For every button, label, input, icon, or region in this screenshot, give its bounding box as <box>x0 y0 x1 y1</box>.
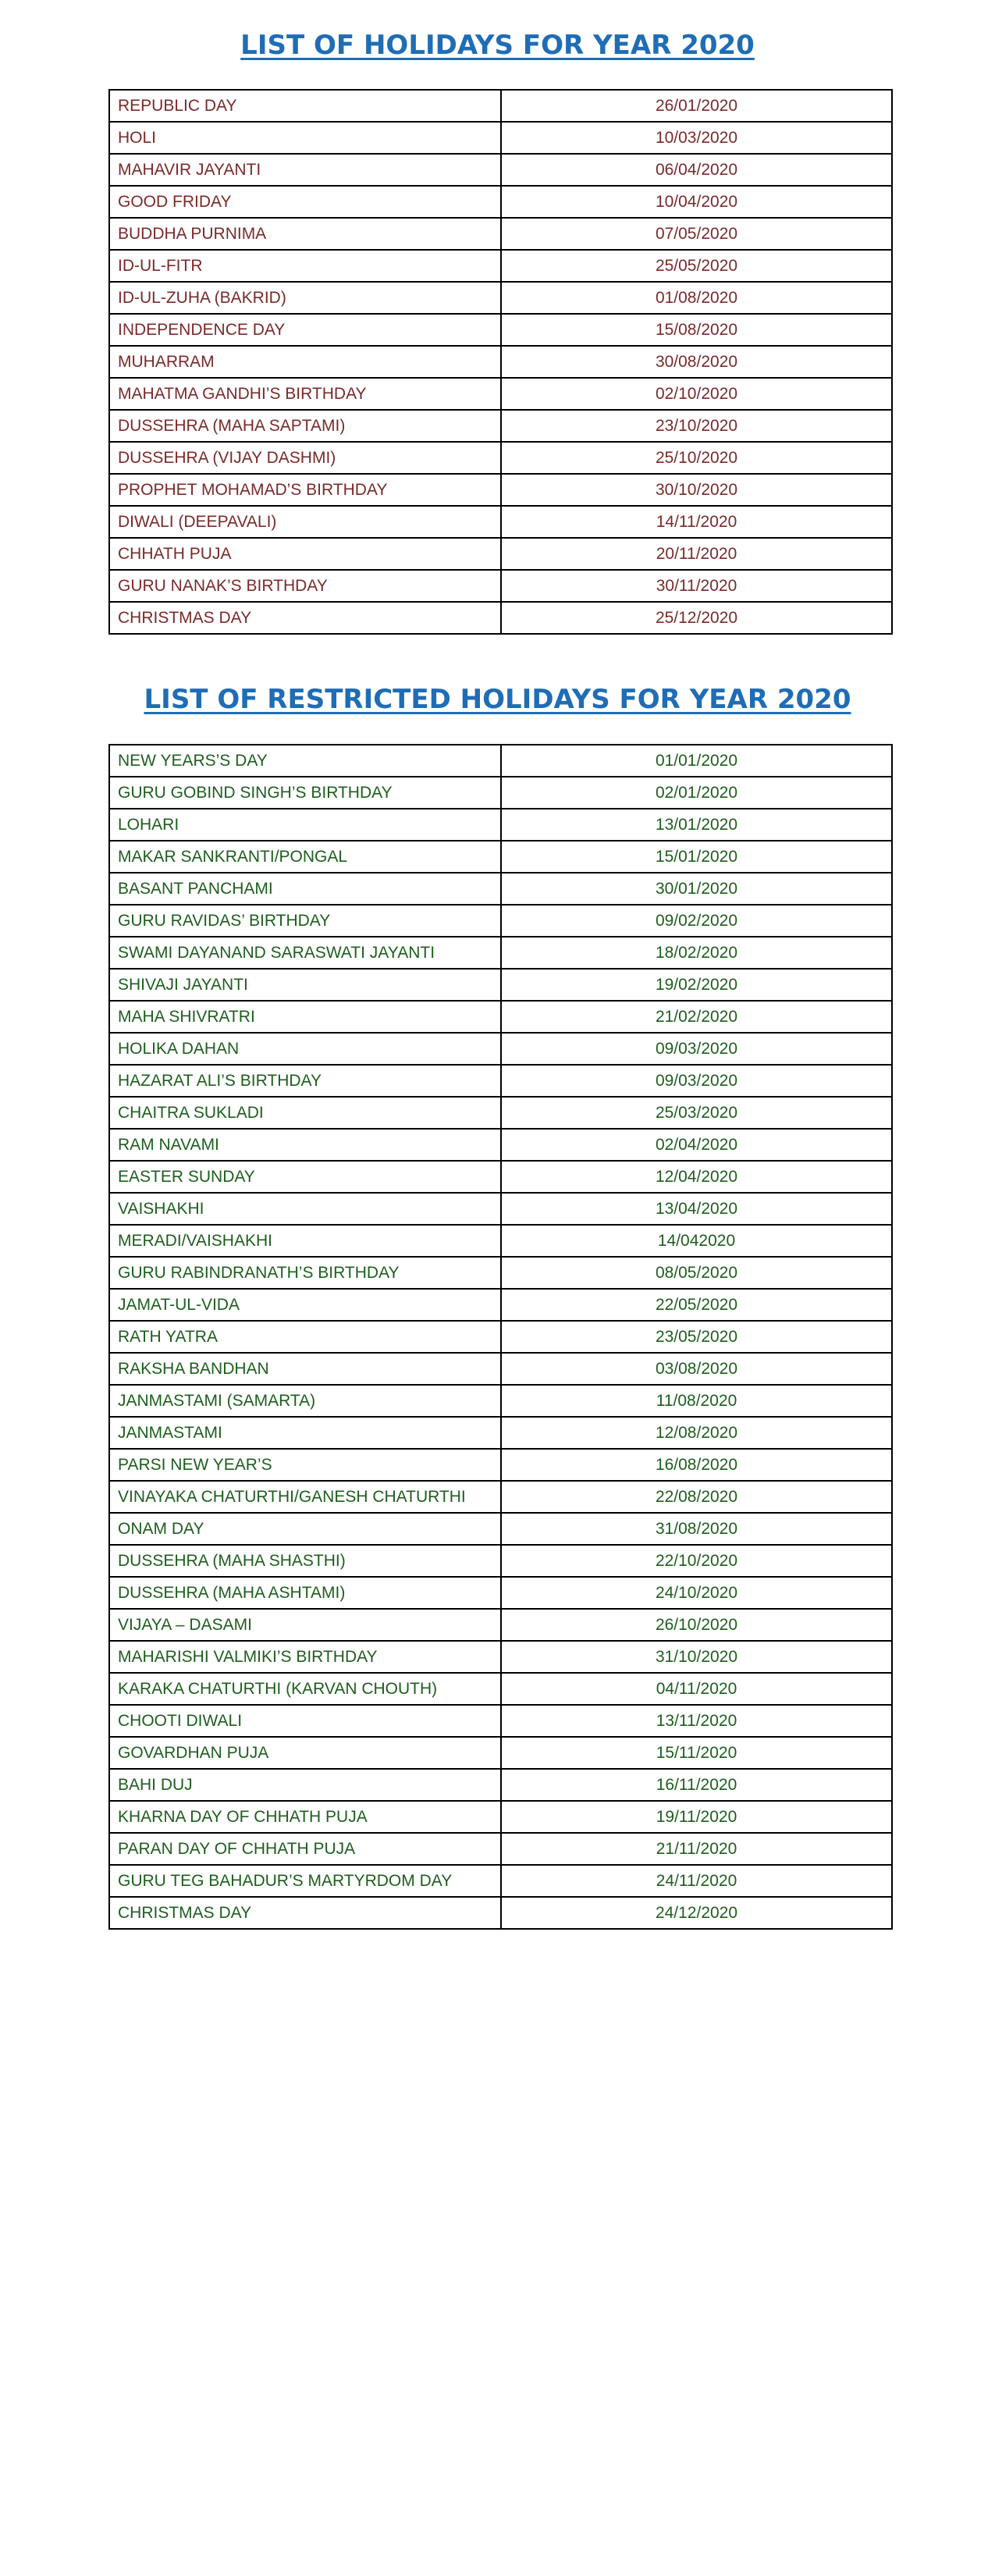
holiday-date: 22/08/2020 <box>501 1481 892 1513</box>
table-row <box>109 1129 892 1161</box>
holiday-date: 02/10/2020 <box>501 378 892 410</box>
table-row <box>109 1097 892 1129</box>
table-row <box>109 841 892 873</box>
table-row <box>109 1385 892 1417</box>
holiday-date: 12/08/2020 <box>501 1417 892 1449</box>
holiday-name: MAHA SHIVRATRI <box>109 1001 501 1033</box>
holiday-name: MAKAR SANKRANTI/PONGAL <box>109 841 501 873</box>
holiday-date: 31/08/2020 <box>501 1513 892 1545</box>
holidays-table-body <box>109 90 892 634</box>
holiday-date: 23/05/2020 <box>501 1321 892 1353</box>
holiday-name: GURU TEG BAHADUR’S MARTYRDOM DAY <box>109 1865 501 1897</box>
holiday-date: 15/08/2020 <box>501 314 892 346</box>
holiday-name: VIJAYA – DASAMI <box>109 1609 501 1641</box>
holiday-date: 24/10/2020 <box>501 1577 892 1609</box>
table-row <box>109 1417 892 1449</box>
holiday-name: NEW YEARS’S DAY <box>109 745 501 777</box>
holiday-date: 02/01/2020 <box>501 777 892 809</box>
table-row <box>109 937 892 969</box>
table-row <box>109 1513 892 1545</box>
holiday-date: 09/02/2020 <box>501 905 892 937</box>
holiday-date: 13/11/2020 <box>501 1705 892 1737</box>
holidays-table <box>108 89 893 635</box>
holiday-date: 30/08/2020 <box>501 346 892 378</box>
holiday-date: 13/04/2020 <box>501 1193 892 1225</box>
holidays-title: LIST OF HOLIDAYS FOR YEAR 2020 <box>240 30 755 61</box>
table-row <box>109 777 892 809</box>
table-row <box>109 1865 892 1897</box>
holiday-name: CHHATH PUJA <box>109 538 501 570</box>
holiday-name: JAMAT-UL-VIDA <box>109 1289 501 1321</box>
holiday-date: 24/12/2020 <box>501 1897 892 1929</box>
holiday-date: 06/04/2020 <box>501 154 892 186</box>
holiday-date: 15/11/2020 <box>501 1737 892 1769</box>
table-row <box>109 745 892 777</box>
table-row <box>109 1289 892 1321</box>
table-row <box>109 1769 892 1801</box>
holiday-date: 21/02/2020 <box>501 1001 892 1033</box>
table-row <box>109 218 892 250</box>
holiday-name: REPUBLIC DAY <box>109 90 501 122</box>
holiday-date: 07/05/2020 <box>501 218 892 250</box>
holiday-name: MAHAVIR JAYANTI <box>109 154 501 186</box>
table-row <box>109 905 892 937</box>
holiday-date: 16/11/2020 <box>501 1769 892 1801</box>
holiday-name: BAHI DUJ <box>109 1769 501 1801</box>
holiday-date: 31/10/2020 <box>501 1641 892 1673</box>
table-row <box>109 969 892 1001</box>
holiday-date: 26/10/2020 <box>501 1609 892 1641</box>
holiday-name: MAHATMA GANDHI’S BIRTHDAY <box>109 378 501 410</box>
holiday-date: 20/11/2020 <box>501 538 892 570</box>
holiday-date: 14/042020 <box>501 1225 892 1257</box>
table-row <box>109 1801 892 1833</box>
holiday-name: CHRISTMAS DAY <box>109 1897 501 1929</box>
holiday-name: MUHARRAM <box>109 346 501 378</box>
table-row <box>109 1481 892 1513</box>
table-row <box>109 1737 892 1769</box>
holiday-name: ONAM DAY <box>109 1513 501 1545</box>
holiday-date: 22/10/2020 <box>501 1545 892 1577</box>
table-row <box>109 1033 892 1065</box>
restricted-table-body <box>109 745 892 1929</box>
table-row <box>109 570 892 602</box>
holiday-date: 14/11/2020 <box>501 506 892 538</box>
table-row <box>109 1161 892 1193</box>
table-row <box>109 186 892 218</box>
table-row <box>109 122 892 154</box>
table-row <box>109 873 892 905</box>
table-row <box>109 1897 892 1929</box>
table-row <box>109 346 892 378</box>
holiday-date: 13/01/2020 <box>501 809 892 841</box>
holiday-name: RAKSHA BANDHAN <box>109 1353 501 1385</box>
holiday-name: DIWALI (DEEPAVALI) <box>109 506 501 538</box>
holiday-name: SWAMI DAYANAND SARASWATI JAYANTI <box>109 937 501 969</box>
holiday-date: 21/11/2020 <box>501 1833 892 1865</box>
holiday-name: KHARNA DAY OF CHHATH PUJA <box>109 1801 501 1833</box>
holiday-name: DUSSEHRA (MAHA ASHTAMI) <box>109 1577 501 1609</box>
holiday-date: 30/11/2020 <box>501 570 892 602</box>
holiday-name: PARSI NEW YEAR’S <box>109 1449 501 1481</box>
holiday-date: 30/01/2020 <box>501 873 892 905</box>
table-row <box>109 1609 892 1641</box>
table-row <box>109 602 892 634</box>
holiday-date: 11/08/2020 <box>501 1385 892 1417</box>
holiday-name: RAM NAVAMI <box>109 1129 501 1161</box>
holiday-name: VAISHAKHI <box>109 1193 501 1225</box>
table-row <box>109 90 892 122</box>
holiday-date: 18/02/2020 <box>501 937 892 969</box>
table-row <box>109 1321 892 1353</box>
table-row <box>109 1257 892 1289</box>
holiday-name: HAZARAT ALI’S BIRTHDAY <box>109 1065 501 1097</box>
holiday-name: MAHARISHI VALMIKI’S BIRTHDAY <box>109 1641 501 1673</box>
table-row <box>109 378 892 410</box>
holiday-date: 24/11/2020 <box>501 1865 892 1897</box>
table-row <box>109 282 892 314</box>
holiday-date: 26/01/2020 <box>501 90 892 122</box>
holiday-name: GOVARDHAN PUJA <box>109 1737 501 1769</box>
table-row <box>109 1001 892 1033</box>
table-row <box>109 1193 892 1225</box>
holiday-date: 22/05/2020 <box>501 1289 892 1321</box>
holiday-date: 04/11/2020 <box>501 1673 892 1705</box>
holiday-date: 23/10/2020 <box>501 410 892 442</box>
holiday-name: SHIVAJI JAYANTI <box>109 969 501 1001</box>
holiday-name: GURU NANAK’S BIRTHDAY <box>109 570 501 602</box>
restricted-holidays-title: LIST OF RESTRICTED HOLIDAYS FOR YEAR 2020 <box>144 684 851 715</box>
holiday-name: PROPHET MOHAMAD’S BIRTHDAY <box>109 474 501 506</box>
holiday-name: MERADI/VAISHAKHI <box>109 1225 501 1257</box>
holiday-name: DUSSEHRA (MAHA SAPTAMI) <box>109 410 501 442</box>
holiday-date: 25/12/2020 <box>501 602 892 634</box>
holiday-date: 01/08/2020 <box>501 282 892 314</box>
table-row <box>109 1353 892 1385</box>
table-row <box>109 1449 892 1481</box>
table-row <box>109 250 892 282</box>
table-row <box>109 506 892 538</box>
holiday-name: ID-UL-FITR <box>109 250 501 282</box>
holiday-name: DUSSEHRA (MAHA SHASTHI) <box>109 1545 501 1577</box>
holiday-name: BUDDHA PURNIMA <box>109 218 501 250</box>
table-row <box>109 1065 892 1097</box>
holiday-name: KARAKA CHATURTHI (KARVAN CHOUTH) <box>109 1673 501 1705</box>
holiday-name: EASTER SUNDAY <box>109 1161 501 1193</box>
holiday-date: 19/02/2020 <box>501 969 892 1001</box>
table-row <box>109 154 892 186</box>
holiday-name: RATH YATRA <box>109 1321 501 1353</box>
holiday-name: GURU RABINDRANATH’S BIRTHDAY <box>109 1257 501 1289</box>
holiday-name: INDEPENDENCE DAY <box>109 314 501 346</box>
holiday-name: CHAITRA SUKLADI <box>109 1097 501 1129</box>
table-row <box>109 1545 892 1577</box>
holiday-date: 25/05/2020 <box>501 250 892 282</box>
holiday-name: PARAN DAY OF CHHATH PUJA <box>109 1833 501 1865</box>
table-row <box>109 1641 892 1673</box>
table-row <box>109 1673 892 1705</box>
holiday-name: GURU GOBIND SINGH’S BIRTHDAY <box>109 777 501 809</box>
holiday-date: 25/03/2020 <box>501 1097 892 1129</box>
holiday-name: ID-UL-ZUHA (BAKRID) <box>109 282 501 314</box>
holiday-date: 19/11/2020 <box>501 1801 892 1833</box>
holiday-name: GURU RAVIDAS’ BIRTHDAY <box>109 905 501 937</box>
holiday-date: 16/08/2020 <box>501 1449 892 1481</box>
table-row <box>109 538 892 570</box>
table-row <box>109 314 892 346</box>
holiday-date: 02/04/2020 <box>501 1129 892 1161</box>
holiday-date: 03/08/2020 <box>501 1353 892 1385</box>
holiday-date: 10/03/2020 <box>501 122 892 154</box>
holiday-date: 12/04/2020 <box>501 1161 892 1193</box>
holiday-name: BASANT PANCHAMI <box>109 873 501 905</box>
holiday-name: GOOD FRIDAY <box>109 186 501 218</box>
holiday-name: JANMASTAMI (SAMARTA) <box>109 1385 501 1417</box>
holiday-name: CHOOTI DIWALI <box>109 1705 501 1737</box>
table-row <box>109 410 892 442</box>
holiday-name: JANMASTAMI <box>109 1417 501 1449</box>
holiday-name: HOLIKA DAHAN <box>109 1033 501 1065</box>
table-row <box>109 809 892 841</box>
holiday-date: 25/10/2020 <box>501 442 892 474</box>
holiday-date: 01/01/2020 <box>501 745 892 777</box>
holiday-name: HOLI <box>109 122 501 154</box>
restricted-holidays-table <box>108 744 893 1930</box>
holiday-date: 09/03/2020 <box>501 1033 892 1065</box>
table-row <box>109 442 892 474</box>
holiday-date: 08/05/2020 <box>501 1257 892 1289</box>
holiday-name: DUSSEHRA (VIJAY DASHMI) <box>109 442 501 474</box>
holiday-date: 30/10/2020 <box>501 474 892 506</box>
holiday-date: 09/03/2020 <box>501 1065 892 1097</box>
table-row <box>109 1833 892 1865</box>
table-row <box>109 1577 892 1609</box>
holiday-date: 10/04/2020 <box>501 186 892 218</box>
holiday-date: 15/01/2020 <box>501 841 892 873</box>
holiday-name: LOHARI <box>109 809 501 841</box>
table-row <box>109 1225 892 1257</box>
holiday-name: CHRISTMAS DAY <box>109 602 501 634</box>
holiday-name: VINAYAKA CHATURTHI/GANESH CHATURTHI <box>109 1481 501 1513</box>
table-row <box>109 1705 892 1737</box>
table-row <box>109 474 892 506</box>
